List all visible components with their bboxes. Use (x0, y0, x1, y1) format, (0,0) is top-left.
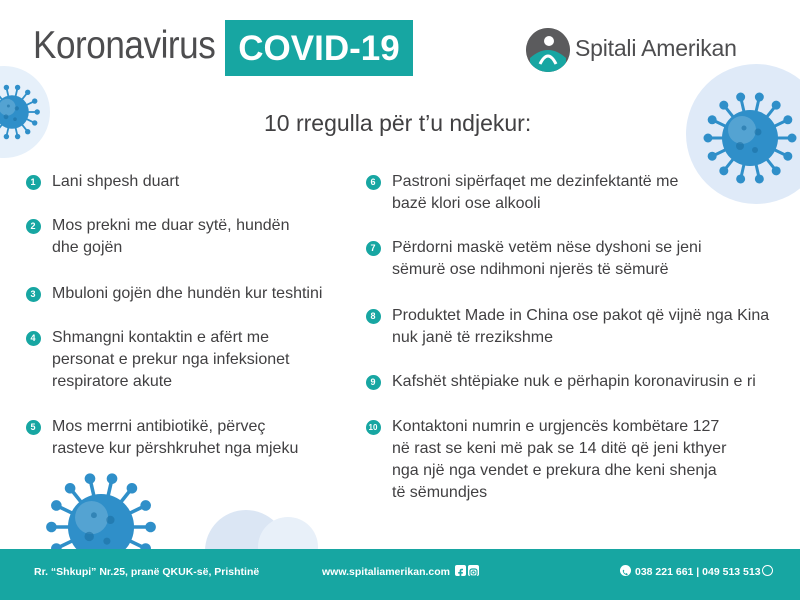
hospital-name: Spitali Amerikan (575, 35, 737, 61)
rule-text (392, 237, 702, 281)
covid-badge-label: COVID-19 (238, 29, 400, 68)
rule-text-line: dhe gojën (52, 239, 123, 256)
virus-icon-left (0, 82, 42, 142)
rule-number-badge: 10 (366, 420, 381, 435)
instagram-icon[interactable] (468, 565, 479, 576)
rule-number-badge: 5 (26, 420, 41, 435)
footer-address: Rr. “Shkupi” Nr.25, pranë QKUK-së, Prishtinë (34, 566, 260, 578)
rule-number-badge: 6 (366, 175, 381, 190)
covid-badge (225, 20, 413, 76)
rule-text-line: në rast se keni më pak se 14 ditë që jeni kthyer (392, 440, 727, 457)
rule-text-line: Kontaktoni numrin e urgjencës kombëtare 127 (392, 418, 720, 435)
virus-icon-right (700, 88, 800, 188)
viber-icon[interactable] (762, 565, 773, 576)
rule-text (392, 171, 678, 215)
page-title: Koronavirus (33, 24, 216, 67)
rule-text (392, 305, 769, 349)
rule-text-line: Mbuloni gojën dhe hundën kur teshtini (52, 285, 323, 302)
facebook-icon[interactable] (455, 565, 466, 576)
rule-number-badge: 4 (26, 331, 41, 346)
rule-text-line: Kafshët shtëpiake nuk e përhapin koronavirusin e ri (392, 373, 756, 390)
rule-number-badge: 9 (366, 375, 381, 390)
rule-number-badge: 7 (366, 241, 381, 256)
rule-text-line: Produktet Made in China ose pakot që vijnë nga Kina (392, 307, 770, 324)
rule-text-line: nuk janë të rrezikshme (392, 329, 553, 346)
rule-text (392, 416, 726, 504)
rule-text-line: bazë klori ose alkooli (392, 195, 541, 212)
rule-text (52, 283, 322, 305)
rules-heading: 10 rregulla për t’u ndjekur: (264, 110, 532, 136)
footer-website-link[interactable]: www.spitaliamerikan.com (322, 566, 450, 578)
phone-icon (620, 565, 631, 576)
rule-text (52, 416, 298, 460)
rule-text (52, 215, 289, 259)
rule-text-line: respiratore akute (52, 373, 173, 390)
rule-text-line: Mos merrni antibiotikë, përveç (52, 418, 266, 435)
rule-text-line: Përdorni maskë vetëm nëse dyshoni se jeni (392, 239, 702, 256)
rule-number-badge: 3 (26, 287, 41, 302)
rule-text-line: Shmangni kontaktin e afërt me (52, 329, 270, 346)
rule-text-line: personat e prekur nga infeksionet (52, 351, 290, 368)
rule-text-line: sëmurë ose ndihmoni njerës të sëmurë (392, 261, 669, 278)
rule-number-badge: 2 (26, 219, 41, 234)
rule-text-line: të sëmundjes (392, 484, 488, 501)
footer-phones: 038 221 661 | 049 513 513 (635, 566, 761, 578)
rule-text-line: rasteve kur përshkruhet nga mjeku (52, 440, 299, 457)
rule-text-line: Mos prekni me duar sytë, hundën (52, 217, 290, 234)
rule-text-line: Lani shpesh duart (52, 173, 180, 190)
rule-text (392, 371, 756, 393)
rule-number-badge: 8 (366, 309, 381, 324)
rule-text (52, 327, 289, 393)
rule-text (52, 171, 179, 193)
rule-text-line: nga një nga vendet e prekura dhe keni shenja (392, 462, 717, 479)
hospital-logo-icon (526, 28, 570, 72)
rule-number-badge: 1 (26, 175, 41, 190)
footer-bar (0, 549, 800, 600)
rule-text-line: Pastroni sipërfaqet me dezinfektantë me (392, 173, 679, 190)
